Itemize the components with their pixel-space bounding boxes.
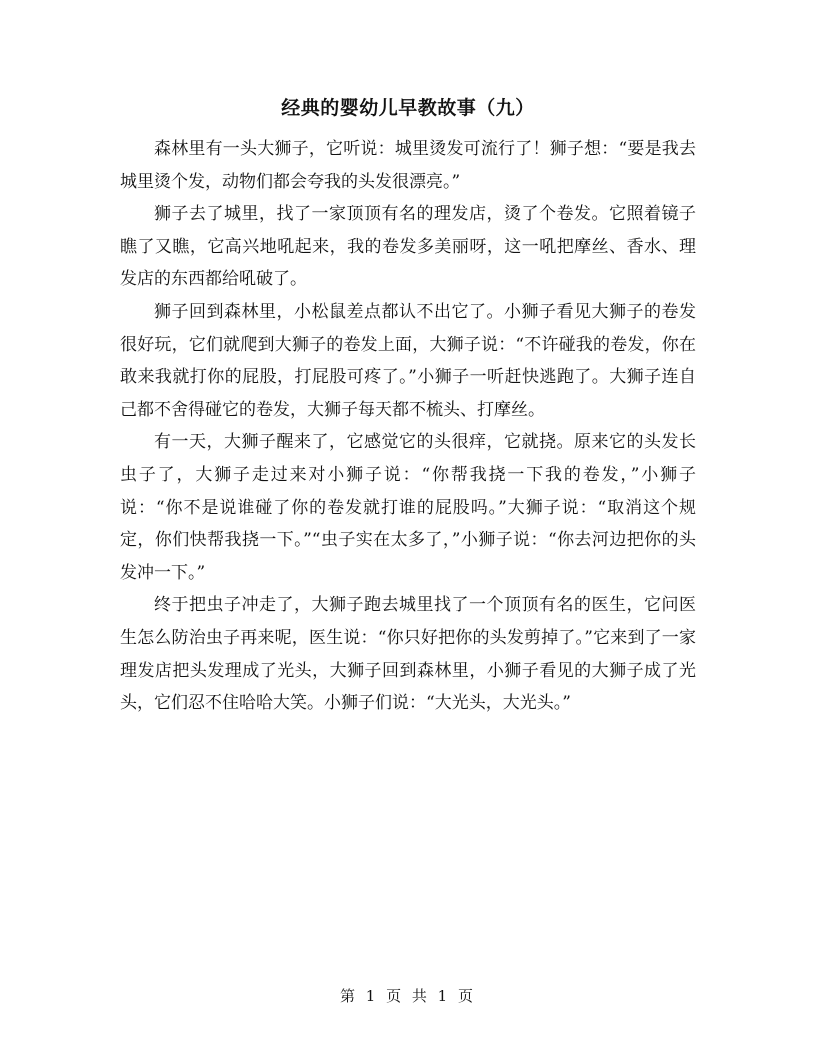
paragraph-2: 狮子去了城里，找了一家顶顶有名的理发店，烫了个卷发。它照着镜子瞧了又瞧，它高兴地吼起来，我的卷发多美丽呀，这一吼把摩丝、香水、理发店的东西都给吼破了。 [120,204,696,290]
story-body [120,133,696,720]
paragraph-3: 狮子回到森林里，小松鼠差点都认不出它了。小狮子看见大狮子的卷发很好玩，它们就爬到大狮子的卷发上面，大狮子说：“不许碰我的卷发，你在敢来我就打你的屁股，打屁股可疼了。”小狮子一听赶快逃跑了。大狮子连自己都不舍得碰它的卷发，大狮子每天都不梳头、打摩丝。 [120,301,696,420]
paragraph-4: 有一天，大狮子醒来了，它感觉它的头很痒，它就挠。原来它的头发长虫子了，大狮子走过来对小狮子说：“你帮我挠一下我的卷发，”小狮子说：“你不是说谁碰了你的卷发就打谁的屁股吗。”大狮子说：“取消这个规定，你们快帮我挠一下。”“虫子实在太多了，”小狮子说：“你去河边把你的头发冲一下。” [120,432,696,583]
document-title: 经典的婴幼儿早教故事（九） [281,97,535,119]
page-footer: 第 1 页 共 1 页 [340,987,476,1005]
paragraph-1: 森林里有一头大狮子，它听说：城里烫发可流行了！狮子想：“要是我去城里烫个发，动物们都会夸我的头发很漂亮。” [120,139,696,192]
paragraph-5: 终于把虫子冲走了，大狮子跑去城里找了一个顶顶有名的医生，它问医生怎么防治虫子再来呢，医生说：“你只好把你的头发剪掉了。”它来到了一家理发店把头发理成了光头，大狮子回到森林里，小狮子看见的大狮子成了光头，它们忍不住哈哈大笑。小狮子们说：“大光头，大光头。” [120,595,696,714]
